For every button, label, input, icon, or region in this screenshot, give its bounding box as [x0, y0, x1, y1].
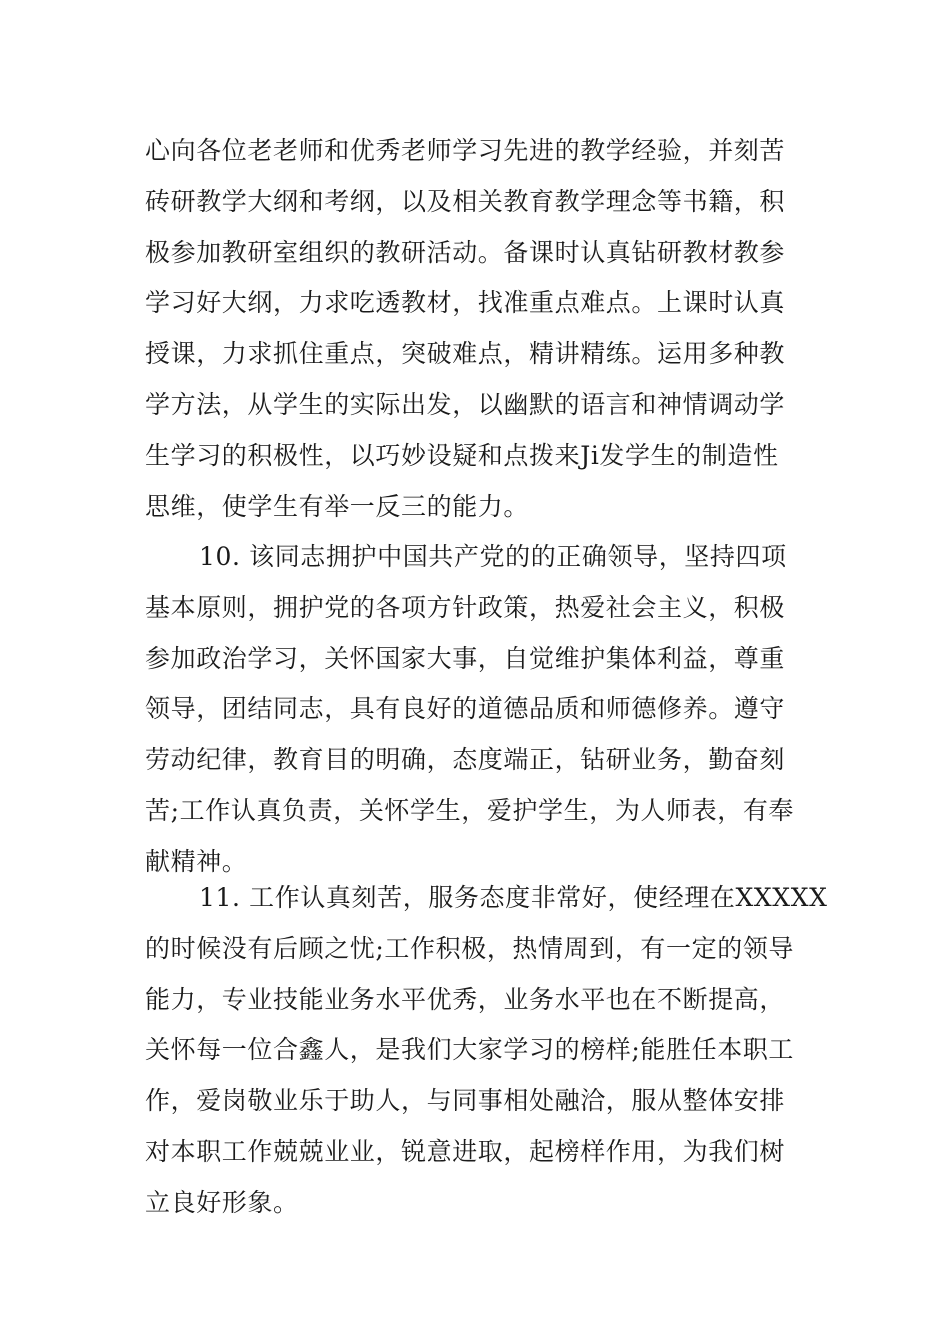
text-line: 献精神。 — [145, 846, 248, 876]
text-line: 立良好形象。 — [145, 1187, 299, 1217]
text-line: 关怀每一位合鑫人，是我们大家学习的榜样;能胜任本职工 — [145, 1035, 795, 1065]
text-line: 对本职工作兢兢业业，锐意进取，起榜样作用，为我们树 — [145, 1136, 786, 1166]
paragraph-continued — [145, 126, 825, 532]
text-line: 劳动纪律，教育目的明确，态度端正，钻研业务，勤奋刻 — [145, 745, 786, 775]
text-line: 砖研教学大纲和考纲，以及相关教育教学理念等书籍，积 — [145, 186, 786, 216]
text-line: 能力，专业技能业务水平优秀，业务水平也在不断提高， — [145, 984, 786, 1014]
text-line: 学方法，从学生的实际出发，以幽默的语言和神情调动学 — [145, 389, 786, 419]
text-line: 思维，使学生有举一反三的能力。 — [145, 491, 530, 521]
text-line: 基本原则，拥护党的各项方针政策，热爱社会主义，积极 — [145, 592, 786, 622]
text-line: 作，爱岗敬业乐于助人，与同事相处融洽，服从整体安排 — [145, 1086, 786, 1116]
text-line: 的时候没有后顾之忧;工作积极，热情周到，有一定的领导 — [145, 933, 795, 963]
text-line: 苦;工作认真负责，关怀学生，爱护学生，为人师表，有奉 — [145, 795, 795, 825]
text-line: 极参加教研室组织的教研活动。备课时认真钻研教材教参 — [145, 237, 786, 267]
paragraph-item-10 — [145, 532, 825, 888]
text-line: 学习好大纲，力求吃透教材，找准重点难点。上课时认真 — [145, 288, 786, 318]
text-line: 授课，力求抓住重点，突破难点，精讲精练。运用多种教 — [145, 339, 786, 369]
paragraph-item-11 — [145, 873, 828, 1229]
text-line: 生学习的积极性，以巧妙设疑和点拨来Ji发学生的制造性 — [145, 440, 779, 470]
text-line: 领导，团结同志，具有良好的道德品质和师德修养。遵守 — [145, 694, 786, 724]
text-line-first: 11. 工作认真刻苦，服务态度非常好，使经理在XXXXX — [199, 883, 828, 912]
text-line: 心向各位老老师和优秀老师学习先进的教学经验，并刻苦 — [145, 136, 786, 165]
text-line-first: 10. 该同志拥护中国共产党的的正确领导，坚持四项 — [199, 542, 787, 571]
text-line: 参加政治学习，关怀国家大事，自觉维护集体利益，尊重 — [145, 643, 786, 673]
